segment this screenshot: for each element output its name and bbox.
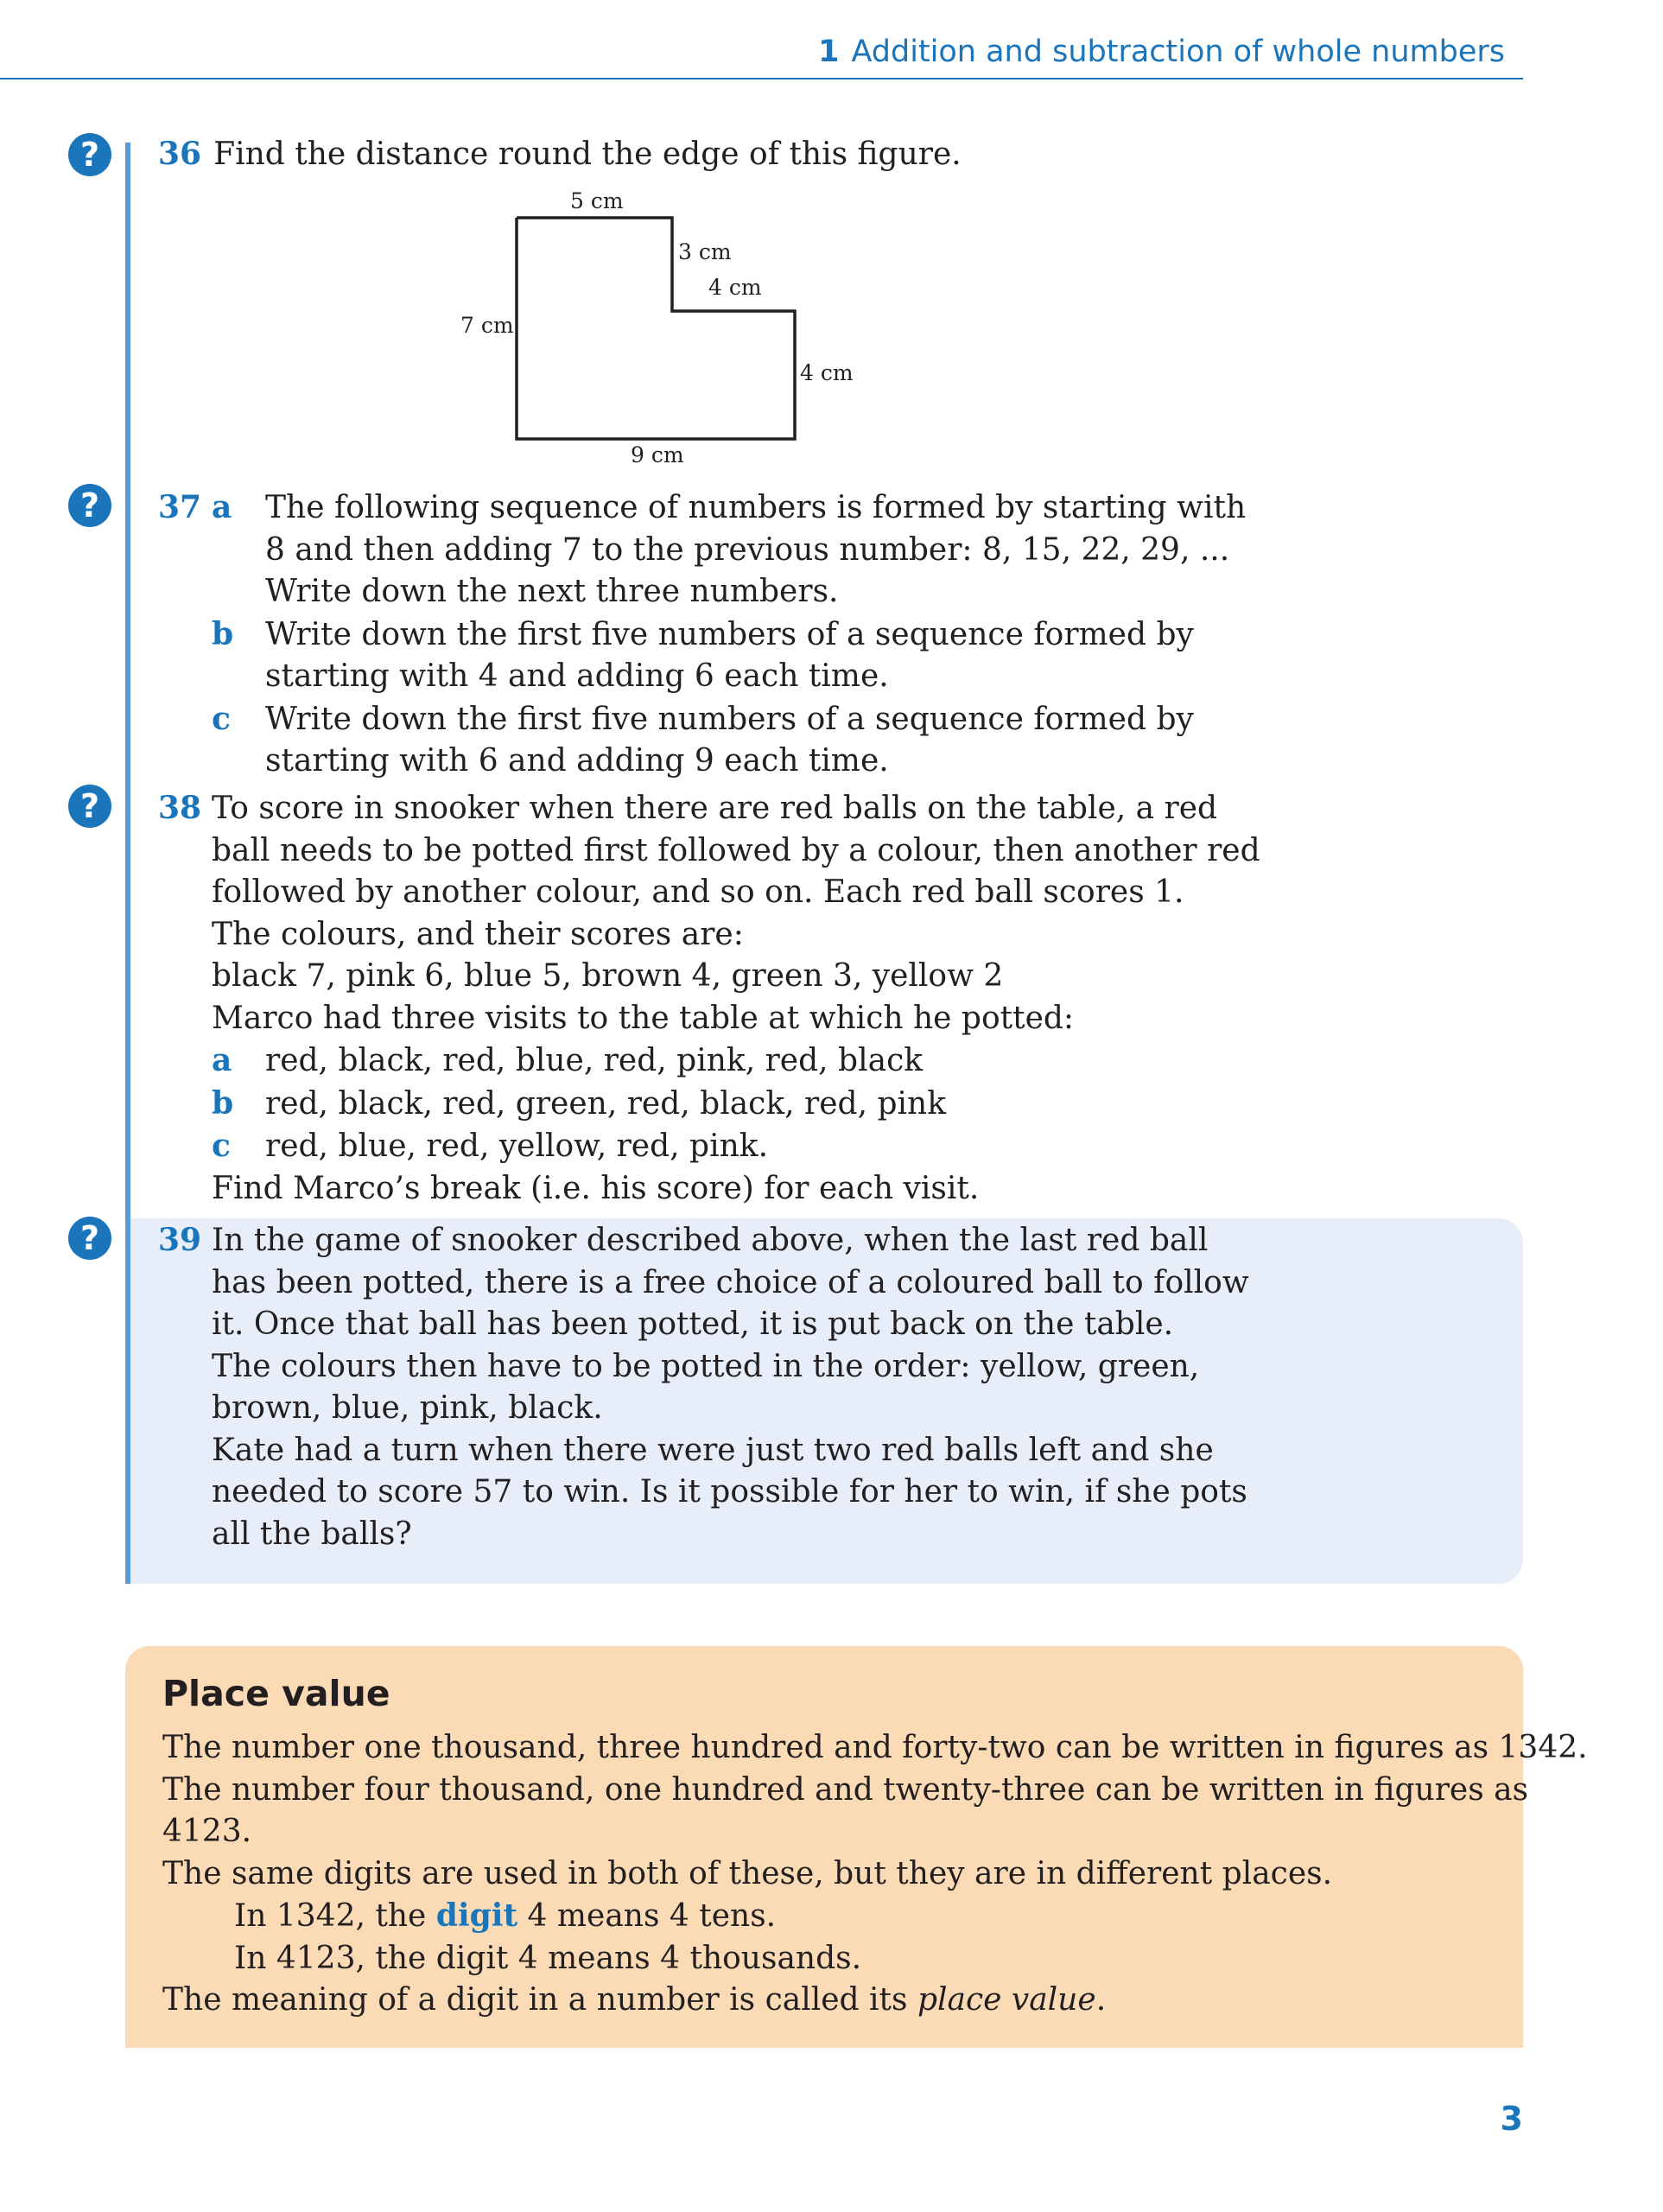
q39-line: all the balls? — [212, 1516, 412, 1552]
q37-a-line: The following sequence of numbers is formed by starting with — [265, 490, 1247, 525]
page-number: 3 — [1500, 2100, 1523, 2138]
question-39 — [158, 1219, 1249, 1555]
question-mark-icon: ? — [68, 484, 111, 527]
chapter-title: Addition and subtraction of whole numbers — [851, 35, 1505, 69]
label-top: 5 cm — [570, 188, 624, 213]
q39-line: Kate had a turn when there were just two red balls left and she — [212, 1432, 1214, 1468]
q38-line: ball needs to be potted first followed by a colour, then another red — [212, 832, 1260, 868]
place-value-title: Place value — [162, 1673, 390, 1714]
label-inner-horizontal: 4 cm — [708, 275, 762, 300]
line7-after: . — [1095, 1982, 1107, 2018]
q37-a-line: 8 and then adding 7 to the previous number: 8, 15, 22, 29, ... — [265, 531, 1230, 568]
place-value-line: The number one thousand, three hundred and forty-two can be written in figures as 1342. — [162, 1730, 1588, 1765]
line7-before: The meaning of a digit in a number is called its — [162, 1982, 917, 2018]
q39-line: it. Once that ball has been potted, it is put back on the table. — [212, 1306, 1174, 1342]
part-label: b — [212, 1084, 234, 1122]
label-left: 7 cm — [460, 313, 514, 338]
part-label: c — [212, 1128, 231, 1164]
part-label: a — [212, 489, 232, 525]
question-mark-icon: ? — [68, 133, 111, 176]
question-number: 38 — [158, 790, 202, 826]
l-shape-figure — [432, 186, 881, 475]
part-label: c — [212, 700, 231, 737]
q38-line: black 7, pink 6, blue 5, brown 4, green 3, yellow 2 — [212, 958, 1004, 994]
place-value-line: 4123. — [162, 1814, 252, 1849]
question-36 — [158, 133, 962, 176]
part-label: b — [212, 615, 234, 652]
question-37 — [158, 486, 1246, 783]
q39-line: In the game of snooker described above, when the last red ball — [212, 1223, 1209, 1258]
place-value-line: The number four thousand, one hundred and twenty-three can be written in figures as — [162, 1771, 1529, 1808]
question-number: 36 — [158, 136, 202, 172]
part-label: a — [212, 1042, 232, 1078]
q39-line: has been potted, there is a free choice of a coloured ball to follow — [212, 1264, 1249, 1300]
place-value-body — [162, 1727, 1588, 2022]
q37-b-line: Write down the first five numbers of a sequence formed by — [265, 616, 1194, 652]
q37-c-line: starting with 6 and adding 9 each time. — [265, 743, 889, 779]
q37-b-line: starting with 4 and adding 6 each time. — [265, 658, 889, 694]
q39-line: The colours then have to be potted in the order: yellow, green, — [212, 1348, 1200, 1384]
place-value-line — [162, 1980, 1588, 2022]
q38-line: Find Marco’s break (i.e. his score) for each visit. — [212, 1170, 980, 1206]
key-term-digit: digit — [435, 1897, 518, 1934]
place-value-line — [162, 1895, 1588, 1938]
l-shape-diagram — [432, 186, 881, 475]
q39-line: brown, blue, pink, black. — [212, 1390, 603, 1426]
question-number: 39 — [158, 1222, 202, 1258]
q38-c-text: red, blue, red, yellow, red, pink. — [265, 1128, 769, 1164]
question-text: Find the distance round the edge of this figure. — [213, 137, 962, 172]
q38-line: The colours, and their scores are: — [212, 916, 744, 952]
chapter-header — [818, 35, 1505, 69]
label-right: 4 cm — [800, 360, 854, 385]
place-value-line: In 4123, the digit 4 means 4 thousands. — [234, 1940, 862, 1976]
question-38 — [158, 787, 1260, 1210]
q37-a-line: Write down the next three numbers. — [265, 574, 839, 609]
label-inner-vertical: 3 cm — [678, 239, 732, 264]
question-number: 37 — [158, 489, 202, 525]
q38-line: Marco had three visits to the table at which he potted: — [212, 1000, 1075, 1036]
chapter-number: 1 — [818, 35, 840, 69]
term-place-value: place value — [917, 1982, 1096, 2018]
q37-c-line: Write down the first five numbers of a sequence formed by — [265, 701, 1194, 737]
q38-line: To score in snooker when there are red balls on the table, a red — [212, 791, 1218, 826]
place-value-line: The same digits are used in both of these, but they are in different places. — [162, 1855, 1333, 1891]
header-rule — [0, 78, 1523, 79]
question-mark-icon: ? — [68, 785, 111, 828]
q38-b-text: red, black, red, green, red, black, red, pink — [265, 1085, 947, 1122]
q38-line: followed by another colour, and so on. Each red ball scores 1. — [212, 874, 1184, 910]
figure-outline — [517, 218, 795, 439]
q39-line: needed to score 57 to win. Is it possible for her to win, if she pots — [212, 1474, 1247, 1510]
question-mark-icon: ? — [68, 1217, 111, 1260]
q38-a-text: red, black, red, blue, red, pink, red, black — [265, 1043, 924, 1078]
line5-after: 4 means 4 tens. — [517, 1898, 777, 1934]
line5-before: In 1342, the — [234, 1898, 436, 1934]
label-bottom: 9 cm — [631, 442, 684, 467]
